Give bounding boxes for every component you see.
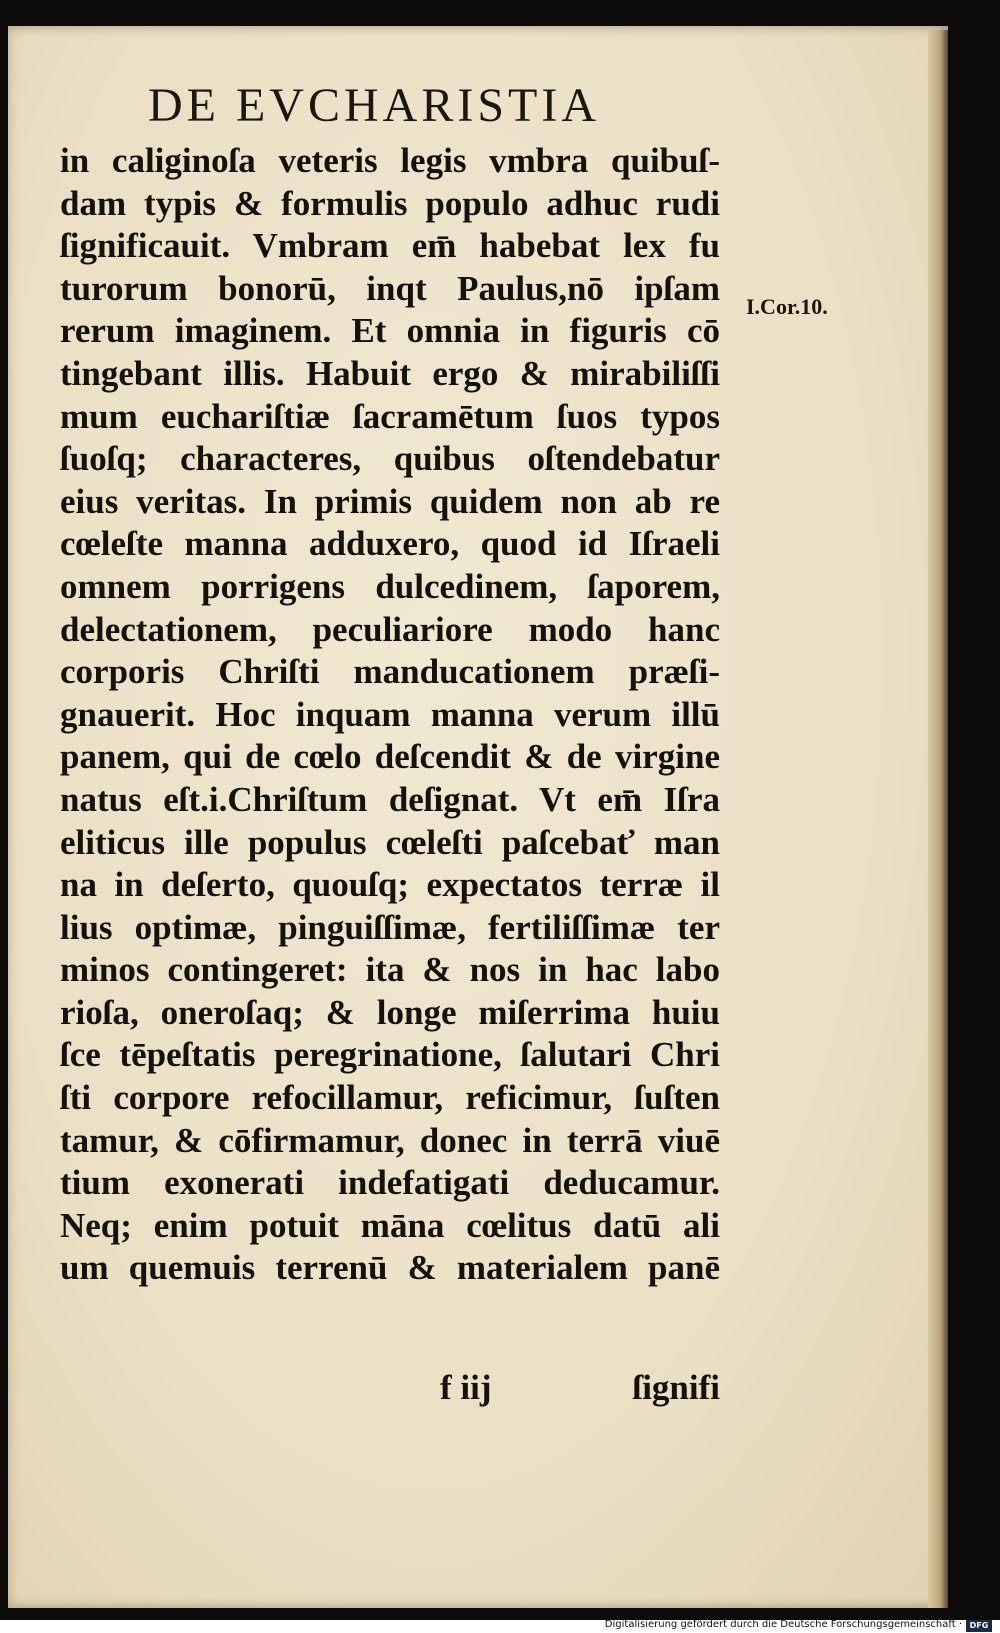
text-line: in caliginoſa veteris legis vmbra quibuſ-	[60, 141, 720, 180]
text-line: rioſa, oneroſaq; & longe miſerrima huiu	[60, 992, 720, 1032]
text-line: lius optimæ, pinguiſſimæ, fertiliſſimæ ter	[60, 907, 720, 947]
text-line: panem, qui de cœlo deſcendit & de virgine	[60, 737, 720, 777]
footer-credit: Digitalisierung gefördert durch die Deutsche Forschungsgemeinschaft ·	[604, 1619, 962, 1630]
text-line: gnauerit. Hoc inquam manna verum illū	[60, 694, 720, 734]
running-head: DE EVCHARISTIA	[148, 79, 600, 132]
signature-mark: f iij	[440, 1368, 492, 1407]
text-block	[60, 140, 720, 1290]
text-line: um quemuis terrenū & materialem panē	[60, 1248, 720, 1288]
text-line: ſce tēpeſtatis peregrinatione, ſalutari Chri	[60, 1035, 720, 1075]
text-line: eius veritas. In primis quidem non ab re	[60, 481, 720, 521]
text-line: Neq; enim potuit māna cœlitus datū ali	[60, 1205, 720, 1245]
text-line: na in deſerto, quouſq; expectatos terræ il	[60, 865, 720, 905]
text-line: ſuoſq; characteres, quibus oſtendebatur	[60, 439, 720, 479]
text-line: ſignificauit. Vmbram em̄ habebat lex fu	[60, 226, 720, 266]
text-line: corporis Chriſti manducationem præſi-	[60, 652, 720, 692]
text-line: eliticus ille populus cœleſti paſcebať man	[60, 822, 720, 862]
text-line: tamur, & cōfirmamur, donec in terrā viuē	[60, 1120, 720, 1160]
text-line: natus eſt.i.Chriſtum deſignat. Vt em̄ Iſra	[60, 779, 720, 819]
text-line: tium exonerati indefatigati deducamur.	[60, 1163, 720, 1203]
text-line: omnem porrigens dulcedinem, ſaporem,	[60, 566, 720, 606]
marginal-note: I.Cor.10.	[746, 294, 828, 319]
page-footer-line	[60, 1368, 720, 1414]
text-line: tingebant illis. Habuit ergo & mirabiliſſi	[60, 353, 720, 393]
text-line: minos contingeret: ita & nos in hac labo	[60, 950, 720, 990]
text-line: dam typis & formulis populo adhuc rudi	[60, 183, 720, 223]
page-edge	[928, 30, 948, 1608]
text-line: turorum bonorū, inqt Paulus,nō ipſam	[60, 268, 720, 308]
dfg-logo: DFG	[966, 1620, 992, 1632]
text-line: ſti corpore refocillamur, reficimur, ſuſten	[60, 1078, 720, 1118]
text-line: mum euchariſtiæ ſacramētum ſuos typos	[60, 396, 720, 436]
text-line: delectationem, peculiariore modo hanc	[60, 609, 720, 649]
text-line: cœleſte manna adduxero, quod id Iſraeli	[60, 524, 720, 564]
catchword: ſignifi	[632, 1368, 720, 1407]
text-line: rerum imaginem. Et omnia in figuris cō	[60, 311, 720, 351]
